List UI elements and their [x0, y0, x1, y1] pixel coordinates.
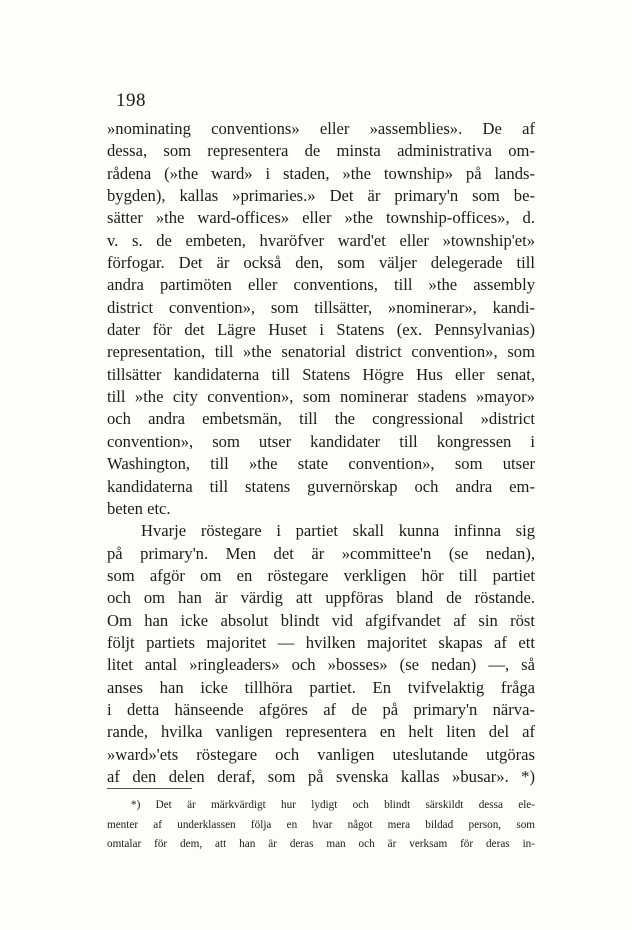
text-line: convention», som utser kandidater till kongressen i	[107, 431, 535, 451]
text-line: litet antal »ringleaders» och »bosses» (se nedan) —, så	[107, 655, 535, 675]
text-line: tillsätter kandidaterna till Statens Högre Hus eller senat,	[107, 364, 535, 384]
body-text	[107, 118, 535, 788]
text-line: sätter »the ward-offices» eller »the township-offices», d.	[107, 208, 535, 228]
footnote	[107, 796, 535, 855]
text-line: Om han icke absolut blindt vid afgifvandet af sin röst	[107, 610, 535, 630]
footnote-divider	[107, 788, 192, 789]
text-line: v. s. de embeten, hvaröfver ward'et eller »township'et»	[107, 230, 535, 250]
text-line: kandidaterna till statens guvernörskap och andra em-	[107, 476, 535, 496]
text-line: representation, till »the senatorial district convention», som	[107, 342, 535, 362]
text-line: i detta hänseende afgöres af de på primary'n närva-	[107, 699, 535, 719]
text-line: »nominating conventions» eller »assemblies». De af	[107, 119, 535, 138]
text-line: district convention», som tillsätter, »nominerar», kandi-	[107, 297, 535, 317]
text-line: andra partimöten eller conventions, till »the assembly	[107, 275, 535, 295]
text-line: anses han icke tillhöra partiet. En tvifvelaktig fråga	[107, 677, 535, 697]
text-line: dessa, som representera de minsta administrativa om-	[107, 141, 535, 161]
text-line: som afgör om en röstegare verkligen hör till partiet	[107, 565, 535, 585]
page-number: 198	[116, 90, 146, 111]
text-line: förfogar. Det är också den, som väljer delegerade till	[107, 253, 535, 273]
text-line: dater för det Lägre Huset i Statens (ex. Pennsylvanias)	[107, 320, 535, 340]
text-line: följt partiets majoritet — hvilken majoritet skapas af ett	[107, 632, 535, 652]
text-line: och om han är värdig att uppföras bland de röstande.	[107, 588, 535, 608]
text-line: på primary'n. Men det är »committee'n (se nedan),	[107, 543, 535, 563]
paragraph-start-line: Hvarje röstegare i partiet skall kunna infinna sig	[141, 521, 535, 541]
text-line: bygden), kallas »primaries.» Det är primary'n som be-	[107, 186, 535, 206]
footnote-line: omtalar för dem, att han är deras man och är verksam för deras in-	[107, 838, 535, 850]
paragraph-end-line: beten etc.	[107, 498, 171, 518]
text-line: »ward»'ets röstegare och vanligen uteslutande utgöras	[107, 744, 535, 764]
text-line: Washington, till »the state convention», som utser	[107, 454, 535, 474]
text-line: af den delen deraf, som på svenska kallas »busar». *)	[107, 766, 535, 786]
footnote-line: *) Det är märkvärdigt hur lydigt och blindt särskildt dessa ele-	[131, 799, 535, 811]
text-line: rande, hvilka vanligen representera en helt liten del af	[107, 722, 535, 742]
footnote-line: menter af underklassen följa en hvar något mera bildad person, som	[107, 818, 535, 831]
text-line: till »the city convention», som nominerar stadens »mayor»	[107, 387, 535, 407]
text-line: och andra embetsmän, till the congressional »district	[107, 409, 535, 429]
text-line: rådena (»the ward» i staden, »the township» på lands-	[107, 163, 535, 183]
